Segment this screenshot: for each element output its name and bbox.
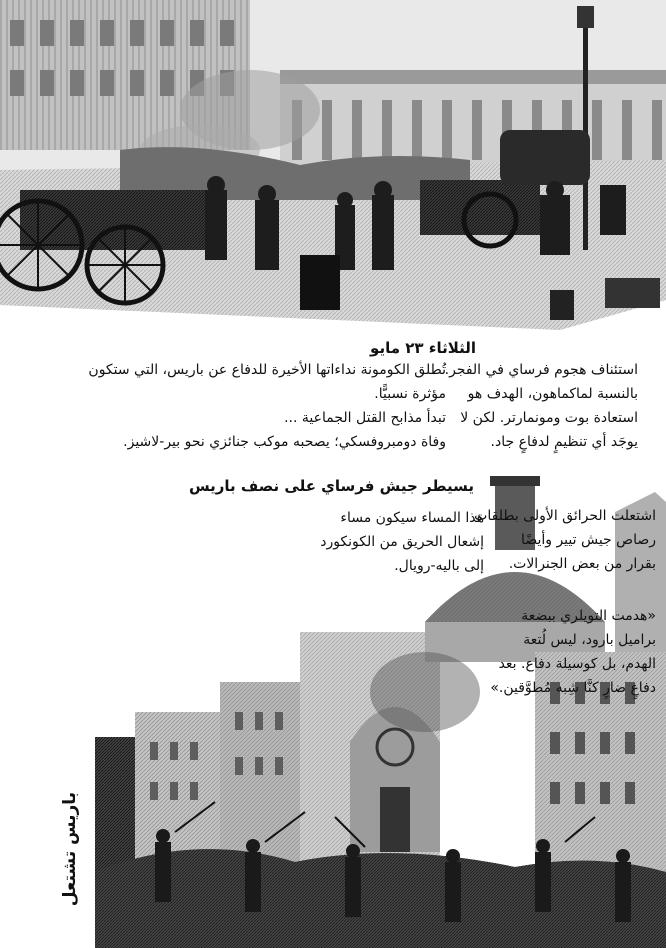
text-line: استعادة بوت ومونمارتر. لكن لا bbox=[460, 410, 638, 426]
quote-line: «هدمت التويلري ببضعة bbox=[521, 608, 656, 624]
quote-line: الهدم، بل كوسيلة دفاع. بعد bbox=[498, 656, 656, 672]
text-line: إشعال الحريق من الكونكورد bbox=[320, 534, 484, 550]
section-heading: يسيطر جيش فرساي على نصف باريس bbox=[188, 477, 474, 495]
text-line: رصاص جيش تيير وأيضًا bbox=[521, 532, 656, 548]
fires-column bbox=[400, 504, 656, 576]
quote-line: دفاعٍ ضارٍ كنَّا شِبه مُطوَّقين.» bbox=[490, 680, 656, 696]
text-line: هذا المساء سيكون مساء bbox=[340, 510, 484, 526]
side-caption: باريس تشتعل bbox=[60, 792, 80, 907]
day-heading: الثلاثاء ٢٣ مايو bbox=[370, 339, 476, 357]
text-line: يوجَد أي تنظيمٍ لدفاعٍ جاد. bbox=[490, 434, 638, 450]
text-line: وفاة دومبروفسكي؛ يصحبه موكب جنائزي نحو بير-لاشيز. bbox=[123, 434, 446, 450]
text-line: بالنسبة لماكماهون، الهدف هو bbox=[467, 386, 638, 402]
text-line: تُطلق الكومونة نداءاتها الأخيرة للدفاع عن باريس، التي ستكون bbox=[88, 362, 446, 378]
quote-line: براميل بارود، ليس لُتعة bbox=[523, 632, 656, 648]
intro-column-right bbox=[88, 358, 446, 454]
palais-royal-engraving bbox=[0, 0, 666, 330]
text-line: بقرار من بعض الجنرالات. bbox=[508, 556, 656, 572]
text-line: مؤثرة نسبيًّا. bbox=[374, 386, 446, 402]
quote-block bbox=[400, 604, 656, 700]
text-line: تبدأ مذابح القتل الجماعية ... bbox=[284, 410, 446, 426]
text-line: اشتعلت الحرائق الأولى بطلقات bbox=[474, 508, 656, 524]
intro-column-left bbox=[444, 358, 638, 454]
text-line: استئناف هجوم فرساي في الفجر. bbox=[444, 362, 638, 378]
text-line: إلى باليه-رويال. bbox=[394, 558, 484, 574]
